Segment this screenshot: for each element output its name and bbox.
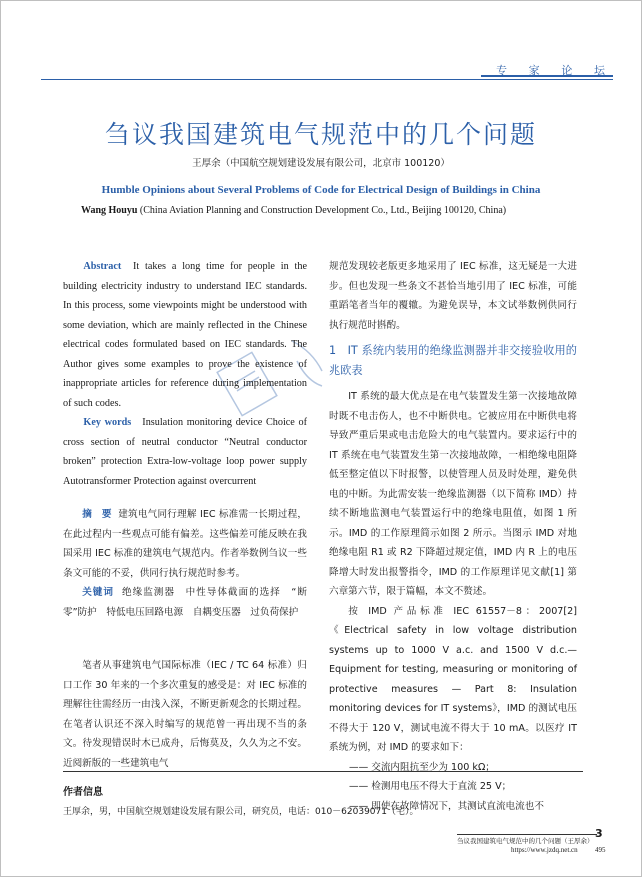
keywords-text: Insulation monitoring device Choice of cross section of neutral conductor “Neutral conductor broken” protection Extra-low-voltage loop power supply Autotransformer Protection against overcurrent (63, 417, 307, 487)
column-header-char: 坛 (593, 64, 606, 77)
chinese-keywords-text: 绝缘监测器 中性导体截面的选择 “断零”防护 特低电压回路电源 自耦变压器 过负荷保护 (63, 587, 307, 618)
abstract-text: It takes a long time for people in the building electricity industry to understand IEC standards. In this process, some viewpoints might be understood with some deviation, which are mainly reflected in the Chinese electrical codes formulated based on IEC standards. The Author gives some examples to prove the existence of inappropriate articles for reference during implementation of such codes. (63, 261, 307, 409)
left-column (63, 257, 307, 773)
footnote-rule (63, 771, 583, 772)
footnote-title: 作者信息 (63, 787, 103, 798)
column-header (496, 59, 606, 81)
chinese-abstract (63, 505, 307, 583)
page-number-small: 495 (595, 846, 606, 854)
chinese-abstract-label: 摘 要 (82, 509, 112, 520)
chinese-abstract-text: 建筑电气同行理解 IEC 标准需一长期过程，在此过程内一些观点可能有偏差。这些偏差可能反映在我国采用 IEC 标准的建筑电气规范内。作者举数例刍议一些条文可能的不妥，供同行执行规范时参考。 (63, 509, 307, 579)
list-item: —— 检测用电压不得大于直流 25 V； (349, 781, 512, 792)
list-item: —— 即使在故障情况下，其测试直流电流也不 (349, 800, 544, 812)
keywords-label: Key words (83, 417, 132, 428)
intro-continuation: 规范发现较老版更多地采用了 IEC 标准，这无疑是一大进步。但也发现一些条文不甚恰当地引用了 IEC 标准，可能重蹈笔者当年的覆辙。为避免误导，本文试举数例供同行执行规范时斟酌。 (329, 261, 577, 331)
journal-url: https://www.jzdq.net.cn (511, 846, 578, 854)
right-column (329, 257, 577, 816)
column-header-char: 专 (496, 64, 508, 77)
section-heading: 1 IT 系统内装用的绝缘监测器并非交接验收用的兆欧表 (329, 344, 577, 377)
author-english-affiliation: (China Aviation Planning and Construction Development Co., Ltd., Beijing 100120, China) (139, 205, 507, 216)
column-header-char: 论 (561, 64, 574, 77)
column-header-char: 家 (528, 64, 541, 77)
title-english: Humble Opinions about Several Problems of Code for Electrical Design of Buildings in China (101, 184, 541, 196)
page-number: 3 (595, 827, 603, 840)
list-item: —— 交流内阻抗至少为 100 kΩ； (349, 761, 495, 773)
author-english-name: Wang Houyu (81, 205, 138, 216)
section1-paragraph: IT 系统的最大优点是在电气装置发生第一次接地故障时既不电击伤人，也不中断供电。它被应用在中断供电将导致严重后果或电击危险大的电气装置内。要求运行中的 IT 系统在电气装置发生第一次接地故障，一相绝缘电阻降低至整定值以下时报警，以使管理人员及时处理，避免供电的中断。为此需安装一绝缘监测器（以下简称 IMD）持续不断地监测电气装置运行中的绝缘电阻值，如图 1 所示。IMD 的工作原理简示如图 2 所示。当图示 IMD 对地绝缘电阻 R1 或 R2 下降超过规定值，IMD 内 R 上的电压降增大时发出报警指令，IMD 的工作原理详见文献[1] 第六章第六节，限于篇幅，本文不赘述。 (329, 391, 577, 597)
chinese-keywords-label: 关键词 (82, 587, 114, 598)
author-english (81, 205, 601, 216)
title-chinese: 刍议我国建筑电气规范中的几个问题 (104, 120, 537, 149)
author-chinese: 王厚余（中国航空规划建设发展有限公司，北京市 100120） (192, 158, 450, 169)
abstract (63, 257, 307, 413)
abstract-label: Abstract (83, 261, 122, 272)
footnote-text: 王厚余，男，中国航空规划建设发展有限公司，研究员，电话：010－62039071（宅）。 (63, 807, 419, 817)
chinese-keywords (63, 583, 307, 622)
running-head: 刍议我国建筑电气规范中的几个问题（王厚余） (457, 834, 597, 845)
section1-paragraph: 按 IMD 产品标准 IEC 61557－8：2007[2]《Electrical safety in low voltage distribution systems up to 1000 V a.c. and 1500 V d.c.— Equipment for testing, measuring or monitoring of protective measures — Part 8: Insulation monitoring devices for IT systems》，IMD 的测试电压不得大于 120 V，测试电流不得大于 10 mA。以医疗 IT 系统为例，对 IMD 的要求如下： (329, 605, 577, 753)
keywords (63, 413, 307, 491)
intro-paragraph: 笔者从事建筑电气国际标准（IEC / TC 64 标准）归口工作 30 年来的一个多次重复的感受是：对 IEC 标准的理解往往需经历一由浅入深，不断更新观念的长期过程。在笔者认识还不深入时编写的规范曾一再出现不当的条文。待发现错误时木已成舟，后悔莫及，久久为之不安。近阅新版的一些建筑电气 (63, 660, 307, 769)
